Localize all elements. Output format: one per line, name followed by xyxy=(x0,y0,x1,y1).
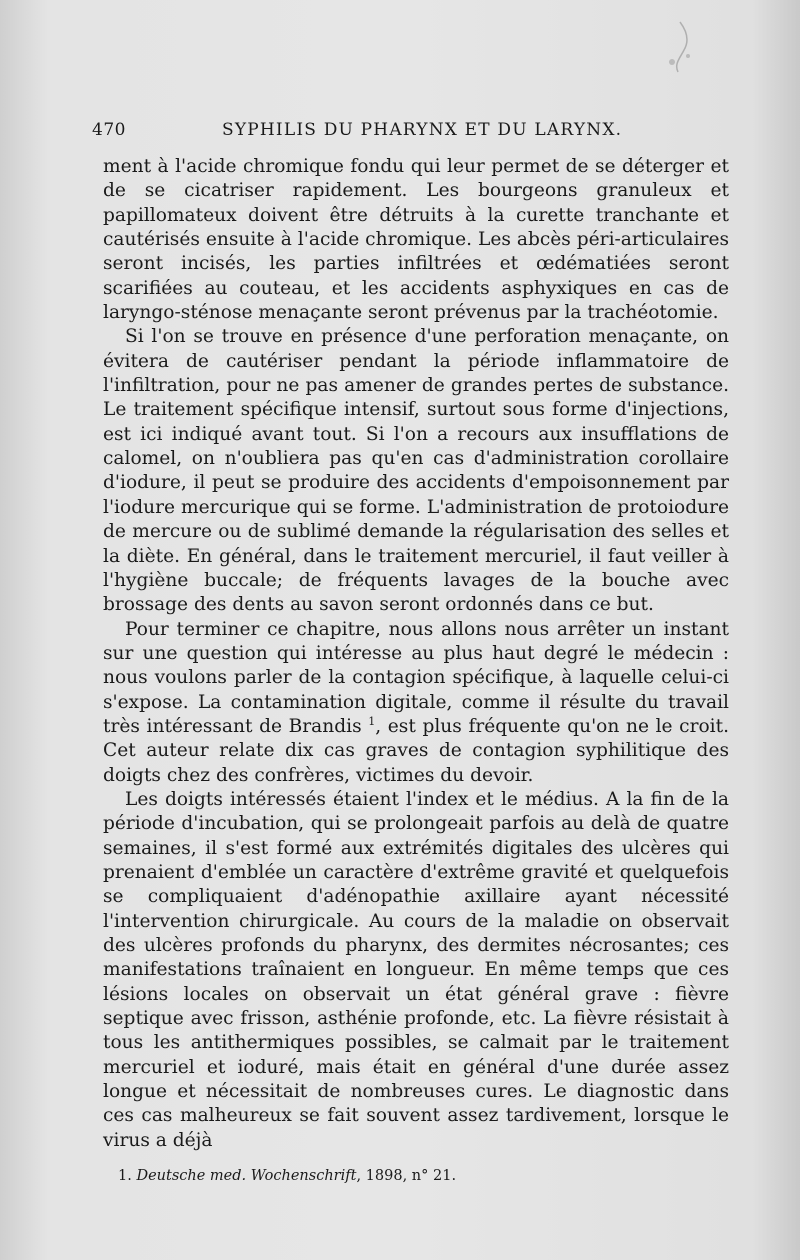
footnote-number: 1. xyxy=(118,1168,132,1184)
footnote xyxy=(118,1168,718,1184)
paragraph-3 xyxy=(103,618,729,788)
body-text xyxy=(103,155,729,1153)
paragraph-4: Les doigts intéressés étaient l'index et le médius. A la fin de la période d'incubation, qui se prolongeait parfois au delà de quatre semaines, il s'est formé aux extrémités digitales des ulcères qui prenaient d'emblée un caractère d'extrême gravité et quelquefois se compliquaient d'adénopathie axillaire ayant nécessité l'intervention chirurgicale. Au cours de la maladie on observait des ulcères profonds du pharynx, des dermites nécrosantes; ces manifestations traînaient en longueur. En même temps que ces lésions locales on observait un état général grave : fièvre septique avec frisson, asthénie profonde, etc. La fièvre résistait à tous les antithermiques possibles, se calmait par le traitement mercuriel et ioduré, mais était en général d'une durée assez longue et nécessitait de nombreuses cures. Le diagnostic dans ces cas malheureux se fait souvent assez tardivement, lorsque le virus a déjà xyxy=(103,788,729,1151)
paragraph-1: ment à l'acide chromique fondu qui leur permet de se déterger et de se cicatriser rapidement. Les bourgeons granuleux et papillomateux doivent être détruits à la curette tranchante et cautérisés ensuite à l'acide chromique. Les abcès péri-articulaires seront incisés, les parties infiltrées et œdématiées seront scarifiées au couteau, et les accidents asphyxiques en cas de laryngo-sténose menaçante seront prévenus par la trachéotomie. xyxy=(103,156,729,324)
running-title: SYPHILIS DU PHARYNX ET DU LARYNX. xyxy=(222,120,623,140)
paragraph-2: Si l'on se trouve en présence d'une perforation menaçante, on évitera de cautériser pendant la période inflammatoire de l'infiltration, pour ne pas amener de grandes pertes de substance. Le traitement spécifique intensif, surtout sous forme d'injections, est ici indiqué avant tout. Si l'on a recours aux insufflations de calomel, on n'oubliera pas qu'en cas d'administration corollaire d'iodure, il peut se produire des accidents d'empoisonnement par l'iodure mercurique qui se forme. L'administration de protoiodure de mercure ou de sublimé demande la régularisation des selles et la diète. En général, dans le traitement mercuriel, il faut veiller à l'hygiène buccale; de fréquents lavages de la bouche avec brossage des dents au savon seront ordonnés dans ce but. xyxy=(103,326,729,616)
footnote-journal: Deutsche med. Wochenschrift xyxy=(136,1168,357,1184)
footnote-details: , 1898, n° 21. xyxy=(356,1168,457,1184)
paragraph-3-text: Pour terminer ce chapitre, nous allons nous arrêter un instant sur une question qui intéresse au plus haut degré le médecin : nous voulons parler de la contagion spécifique, à laquelle celui-ci s'expose. La contamination digitale, comme il résulte du travail très intéressant de Brandis xyxy=(103,618,729,737)
ink-stain-mark xyxy=(660,20,700,75)
paragraph-3-continuation: , est plus fréquente qu'on ne le croit. Cet auteur relate dix cas graves de contagion syphilitique des doigts chez des confrères, victimes du devoir. xyxy=(103,715,729,786)
page-header xyxy=(92,120,724,142)
page-number: 470 xyxy=(92,120,126,140)
footnote-marker: 1 xyxy=(368,714,376,728)
